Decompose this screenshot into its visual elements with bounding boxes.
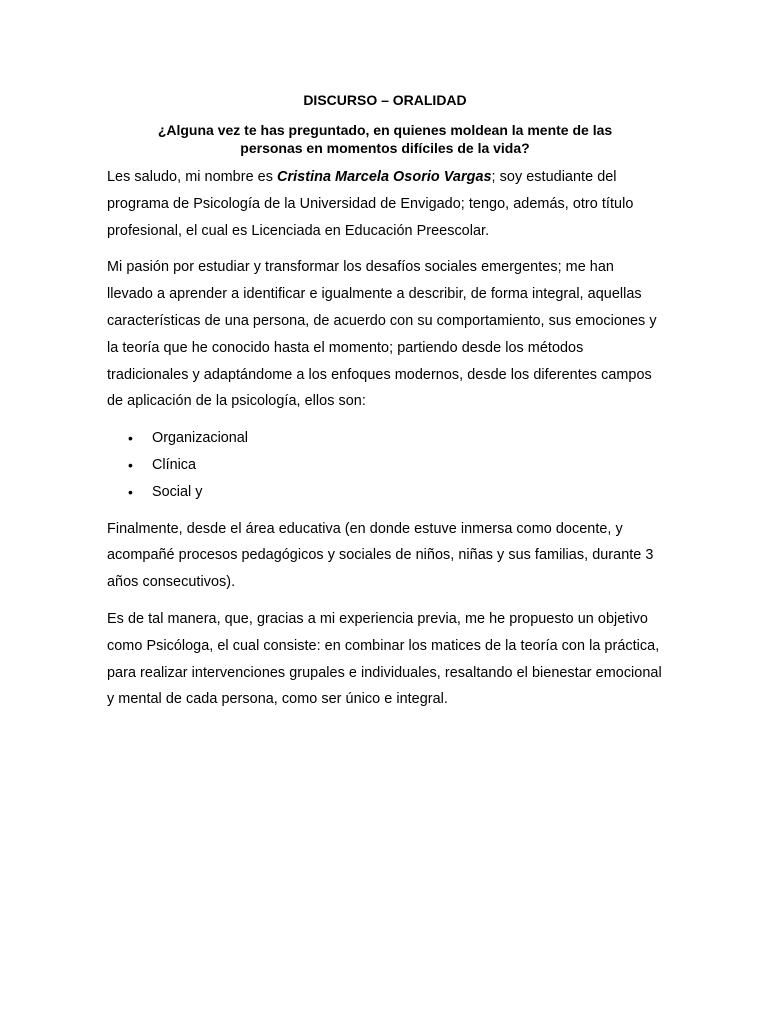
- list-item: [107, 479, 663, 506]
- list-item-label: Social y: [152, 483, 203, 500]
- document-title: DISCURSO – ORALIDAD: [303, 92, 467, 108]
- bullet-icon: •: [128, 430, 133, 447]
- document-page: [107, 90, 663, 713]
- document-question: ¿Alguna vez te has preguntado, en quienes moldean la mente de las personas en momentos difíciles de la vida?: [157, 122, 613, 156]
- intro-paragraph: [107, 164, 663, 244]
- objective-paragraph: Es de tal manera, que, gracias a mi experiencia previa, me he propuesto un objetivo como Psicóloga, el cual consiste: en combinar los matices de la teoría con la práctica, para realizar intervenciones grupales e individuales, resaltando el bienestar emocional y mental de cada persona, como ser único e integral.: [107, 610, 662, 708]
- education-paragraph: Finalmente, desde el área educativa (en donde estuve inmersa como docente, y acompañé procesos pedagógicos y sociales de niños, niñas y sus familias, durante 3 años consecutivos).: [107, 520, 654, 591]
- list-item: [107, 425, 663, 452]
- intro-before-name: Les saludo, mi nombre es: [107, 169, 278, 185]
- passion-paragraph: Mi pasión por estudiar y transformar los desafíos sociales emergentes; me han llevado a aprender a identificar e igualmente a describir, de forma integral, aquellas características de una persona, de acuerdo con su comportamiento, sus emociones y la teoría que he conocido hasta el momento; partiendo desde los métodos tradicionales y adaptándome a los enfoques modernos, desde los diferentes campos de aplicación de la psicología, ellos son:: [107, 259, 657, 410]
- list-item-label: Organizacional: [152, 430, 248, 447]
- list-item-label: Clínica: [152, 456, 196, 473]
- fields-list: [107, 425, 663, 505]
- list-item: [107, 452, 663, 479]
- speaker-name: Cristina Marcela Osorio Vargas: [277, 169, 492, 185]
- intro-after-name: ; soy estudiante del programa de Psicología de la Universidad de Envigado; tengo, además, otro título profesional, el cual es Licenciada en Educación Preescolar.: [107, 169, 634, 239]
- bullet-icon: •: [128, 483, 133, 500]
- bullet-icon: •: [128, 456, 133, 473]
